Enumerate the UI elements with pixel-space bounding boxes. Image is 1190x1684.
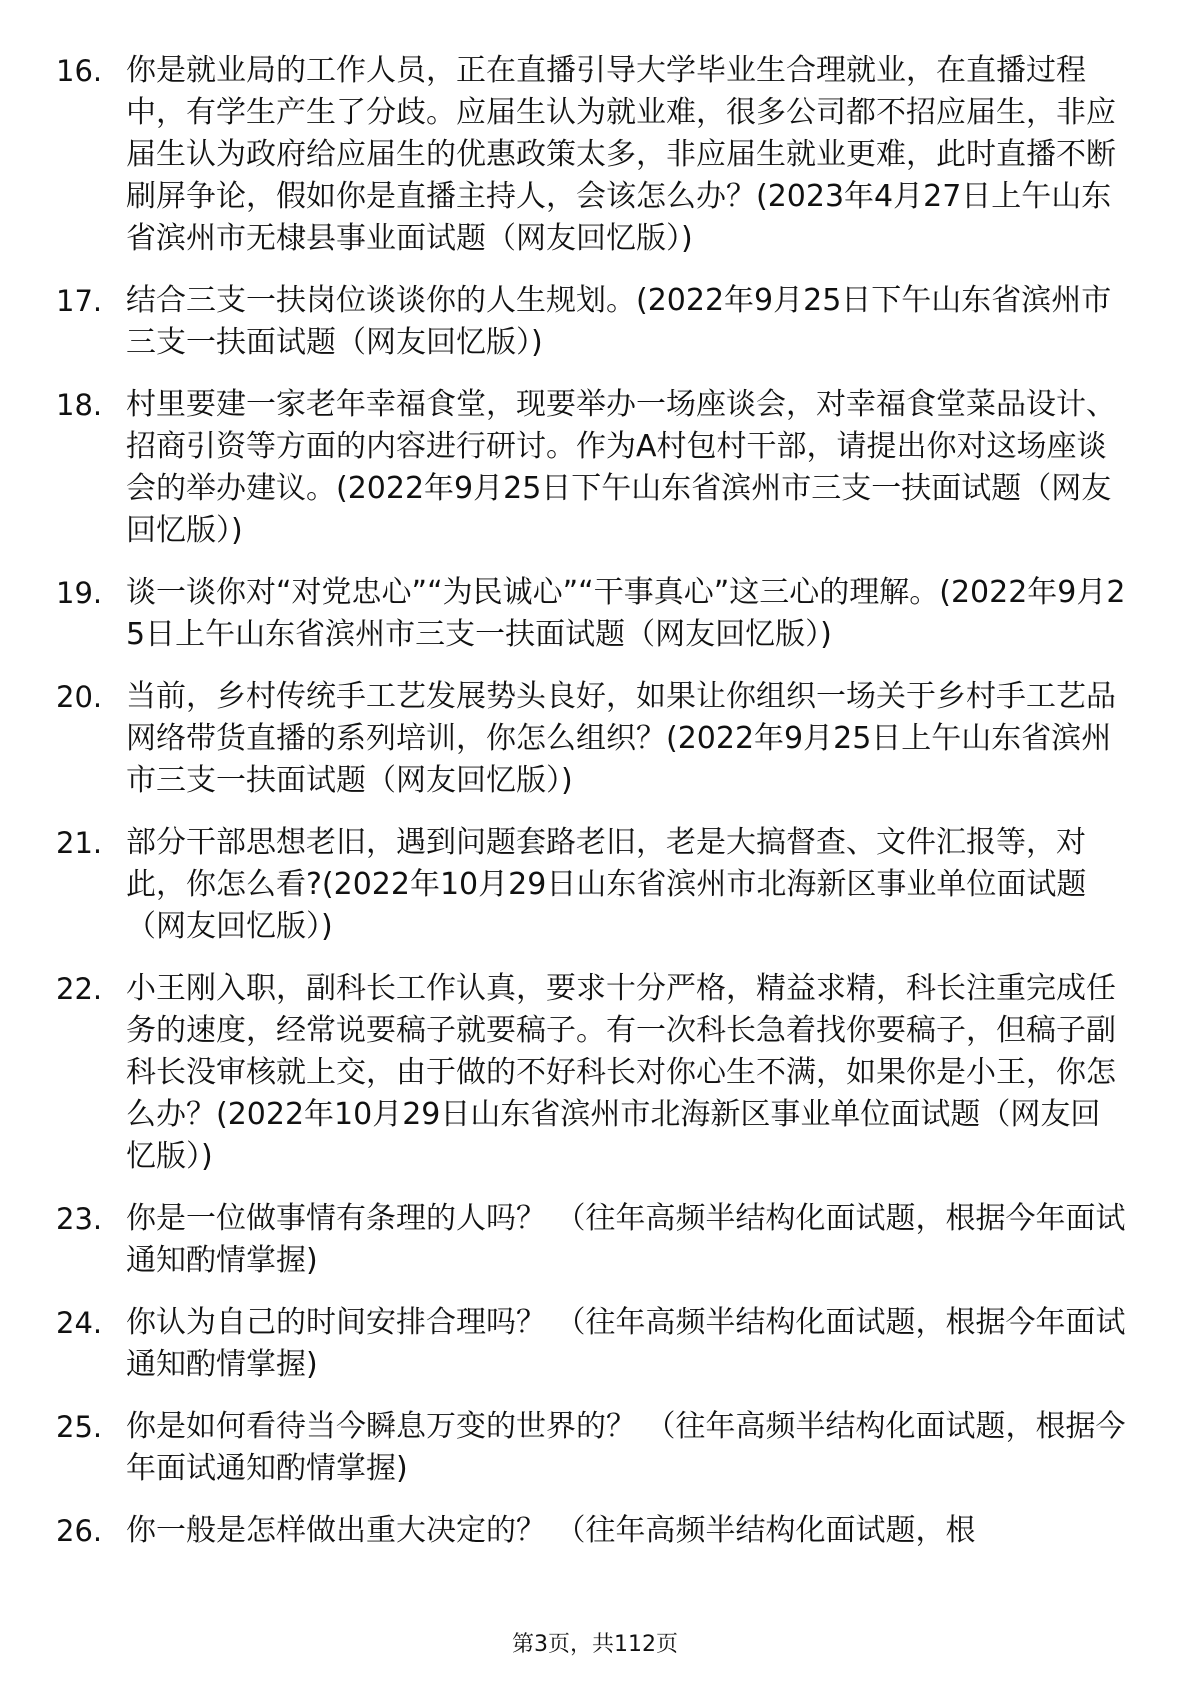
question-item xyxy=(56,1406,1126,1490)
question-text: 当前，乡村传统手工艺发展势头良好，如果让你组织一场关于乡村手工艺品网络带货直播的系列培训，你怎么组织？(2022年9月25日上午山东省滨州市三支一扶面试题（网友回忆版）) xyxy=(126,679,1116,798)
question-number: 24. xyxy=(56,1306,103,1340)
question-number: 20. xyxy=(56,680,103,714)
question-item xyxy=(56,572,1126,656)
question-list xyxy=(56,50,1126,1572)
question-text: 你认为自己的时间安排合理吗？ （往年高频半结构化面试题，根据今年面试通知酌情掌握) xyxy=(126,1305,1126,1382)
question-item xyxy=(56,280,1126,364)
question-text: 村里要建一家老年幸福食堂，现要举办一场座谈会，对幸福食堂菜品设计、招商引资等方面的内容进行研讨。作为A村包村干部，请提出你对这场座谈会的举办建议。(2022年9月25日下午山东省滨州市三支一扶面试题（网友回忆版）) xyxy=(126,387,1116,548)
question-text: 小王刚入职，副科长工作认真，要求十分严格，精益求精，科长注重完成任务的速度，经常说要稿子就要稿子。有一次科长急着找你要稿子，但稿子副科长没审核就上交，由于做的不好科长对你心生不满，如果你是小王，你怎么办？(2022年10月29日山东省滨州市北海新区事业单位面试题（网友回忆版）) xyxy=(126,971,1116,1174)
question-item xyxy=(56,822,1126,948)
question-item xyxy=(56,1510,1126,1552)
question-item xyxy=(56,384,1126,552)
question-number: 17. xyxy=(56,284,103,318)
question-item xyxy=(56,50,1126,260)
question-number: 21. xyxy=(56,826,103,860)
question-number: 23. xyxy=(56,1202,103,1236)
question-number: 22. xyxy=(56,972,103,1006)
question-text: 结合三支一扶岗位谈谈你的人生规划。(2022年9月25日下午山东省滨州市三支一扶面试题（网友回忆版）) xyxy=(126,283,1112,360)
question-number: 19. xyxy=(56,576,103,610)
question-item xyxy=(56,676,1126,802)
question-number: 16. xyxy=(56,54,103,88)
question-item xyxy=(56,1198,1126,1282)
question-number: 25. xyxy=(56,1410,103,1444)
page-footer: 第3页，共112页 xyxy=(512,1632,678,1657)
question-text: 你是就业局的工作人员，正在直播引导大学毕业生合理就业，在直播过程中，有学生产生了分歧。应届生认为就业难，很多公司都不招应届生，非应届生认为政府给应届生的优惠政策太多，非应届生就业更难，此时直播不断刷屏争论，假如你是直播主持人，会该怎么办？(2023年4月27日上午山东省滨州市无棣县事业面试题（网友回忆版）) xyxy=(126,53,1116,256)
question-text: 谈一谈你对“对党忠心”“为民诚心”“干事真心”这三心的理解。(2022年9月25日上午山东省滨州市三支一扶面试题（网友回忆版）) xyxy=(126,575,1126,652)
question-text: 部分干部思想老旧，遇到问题套路老旧，老是大搞督查、文件汇报等，对此，你怎么看?(2022年10月29日山东省滨州市北海新区事业单位面试题（网友回忆版）) xyxy=(126,825,1087,944)
question-number: 18. xyxy=(56,388,103,422)
question-text: 你一般是怎样做出重大决定的？ （往年高频半结构化面试题，根 xyxy=(126,1513,976,1548)
question-item xyxy=(56,968,1126,1178)
question-item xyxy=(56,1302,1126,1386)
question-text: 你是如何看待当今瞬息万变的世界的？ （往年高频半结构化面试题，根据今年面试通知酌情掌握) xyxy=(126,1409,1126,1486)
question-text: 你是一位做事情有条理的人吗？ （往年高频半结构化面试题，根据今年面试通知酌情掌握) xyxy=(126,1201,1126,1278)
question-number: 26. xyxy=(56,1514,103,1548)
